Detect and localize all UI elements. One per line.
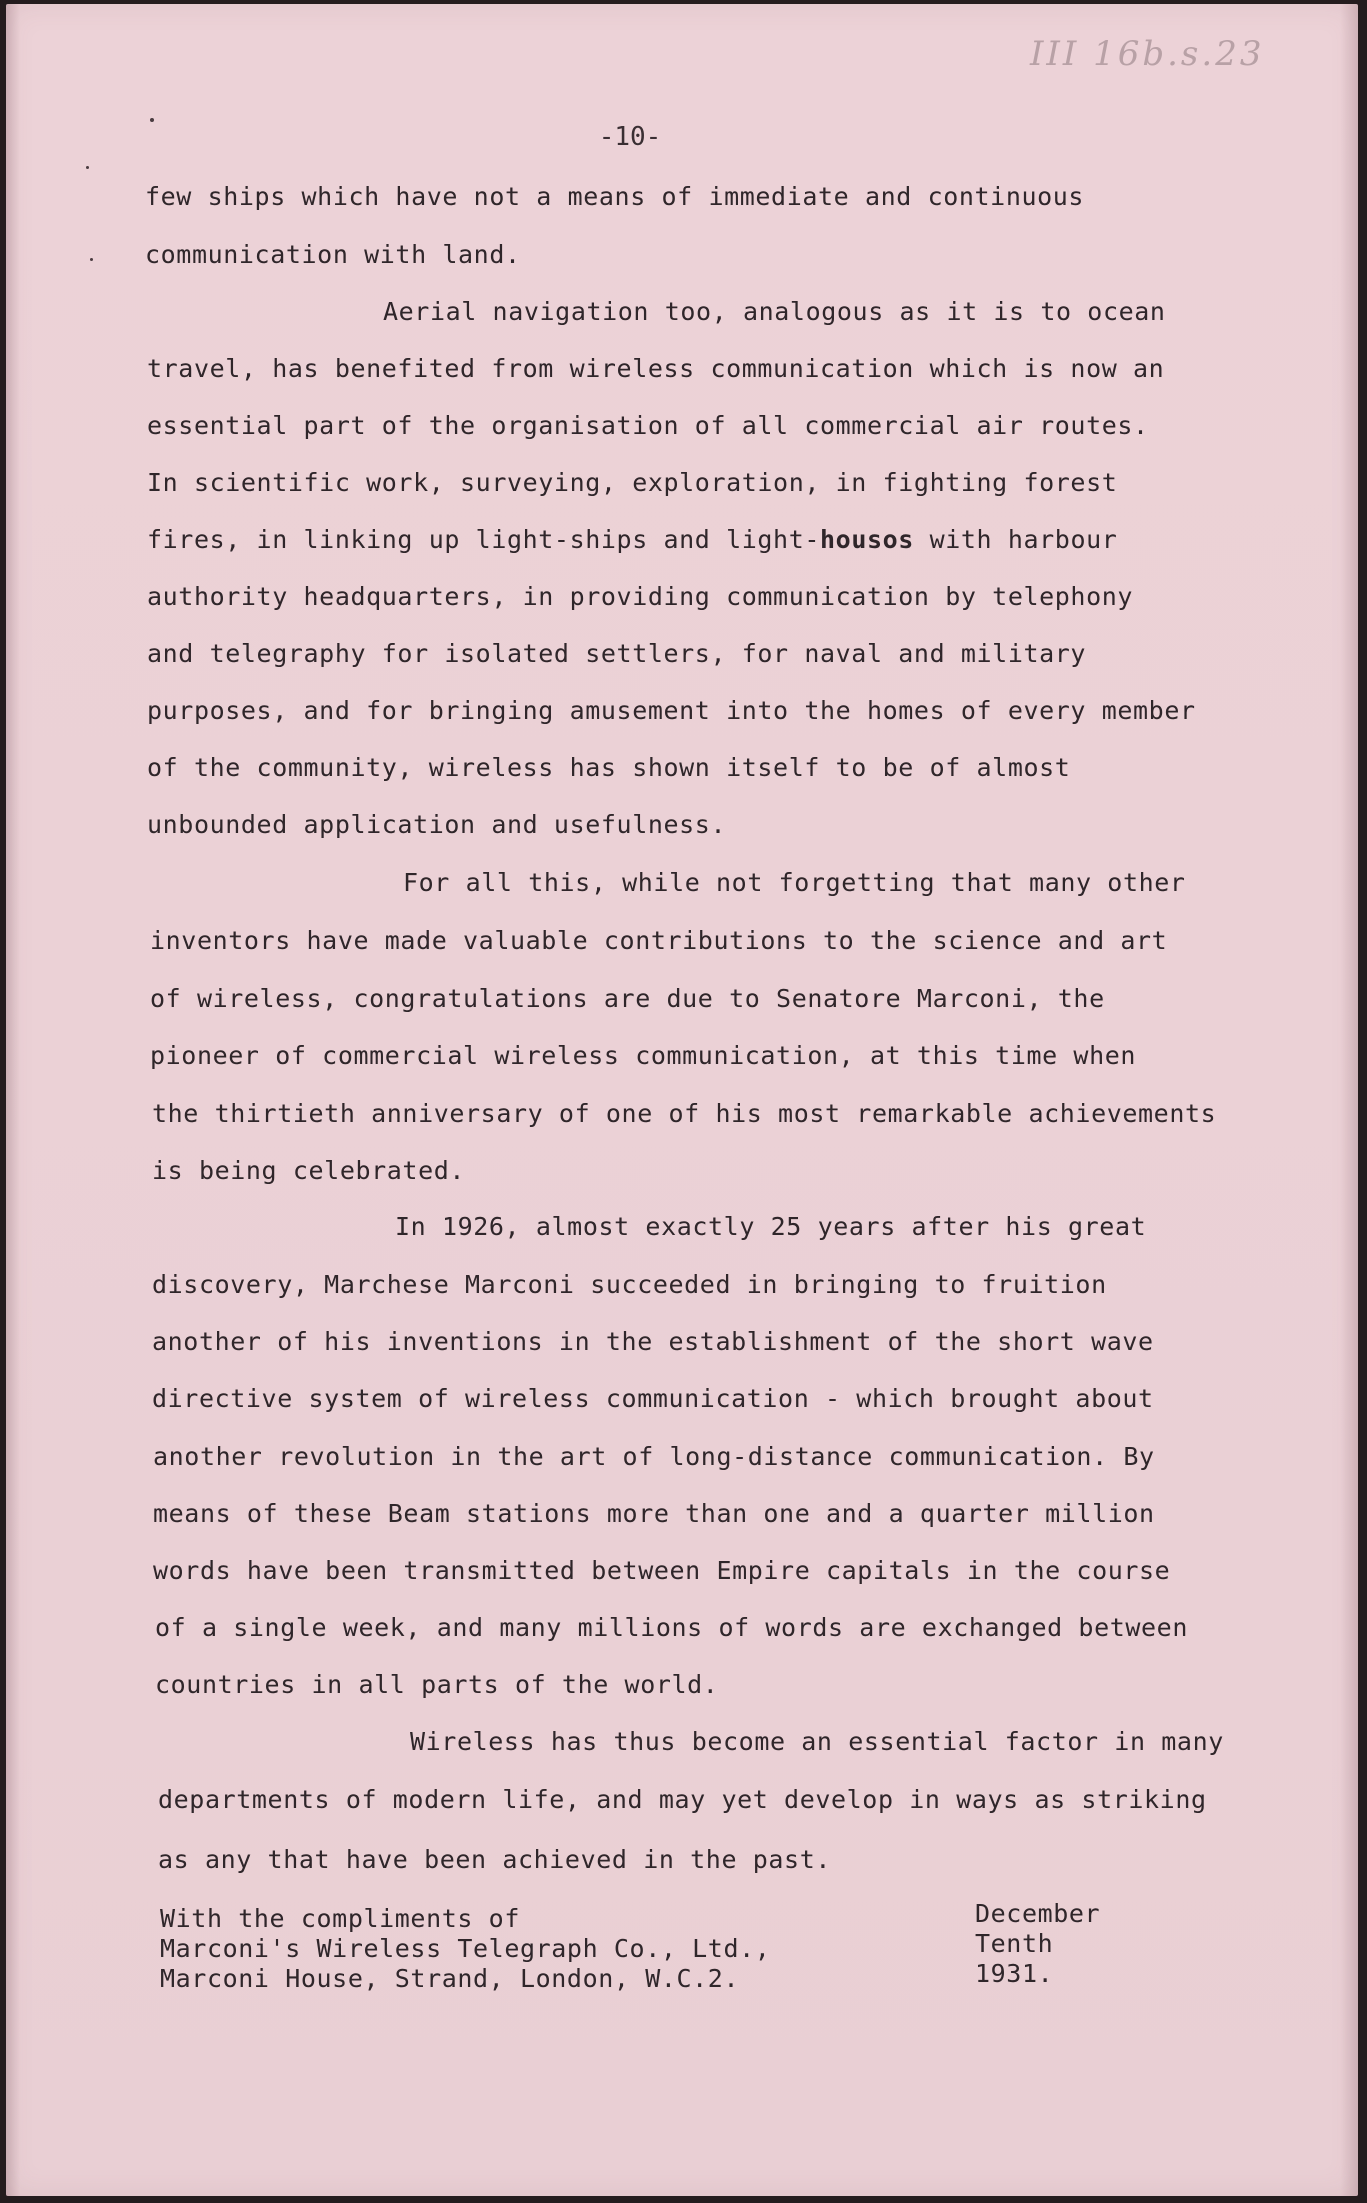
paragraph-start: For all this, while not forgetting that many other: [403, 868, 1186, 897]
body-line: pioneer of commercial wireless communication, at this time when: [150, 1041, 1137, 1070]
body-line: departments of modern life, and may yet develop in ways as striking: [158, 1785, 1207, 1814]
body-line: words have been transmitted between Empire capitals in the course: [153, 1556, 1171, 1585]
compliments-line: Marconi's Wireless Telegraph Co., Ltd.,: [160, 1934, 771, 1963]
body-line: of wireless, congratulations are due to Senatore Marconi, the: [150, 984, 1105, 1013]
body-line: essential part of the organisation of all commercial air routes.: [147, 411, 1149, 440]
body-line: as any that have been achieved in the past.: [158, 1845, 832, 1874]
body-line: inventors have made valuable contributions to the science and art: [150, 926, 1168, 955]
body-line: few ships which have not a means of immediate and continuous: [145, 182, 1085, 211]
date-line: December: [975, 1899, 1101, 1928]
body-line-text: with harbour: [913, 525, 1118, 554]
body-line: discovery, Marchese Marconi succeeded in bringing to fruition: [152, 1270, 1107, 1299]
compliments-line: With the compliments of: [160, 1904, 520, 1933]
body-line: of the community, wireless has shown itself to be of almost: [147, 753, 1071, 782]
compliments-line: Marconi House, Strand, London, W.C.2.: [160, 1964, 740, 1993]
ink-speck: [150, 118, 154, 122]
paragraph-start: In 1926, almost exactly 25 years after his great: [395, 1212, 1147, 1241]
date-line: 1931.: [975, 1959, 1054, 1988]
ink-speck: [86, 166, 89, 169]
body-line: of a single week, and many millions of words are exchanged between: [155, 1613, 1188, 1642]
body-line: means of these Beam stations more than one and a quarter million: [153, 1499, 1155, 1528]
body-line: [147, 525, 1337, 554]
archive-reference: III 16b.s.23: [1030, 34, 1265, 74]
body-line: purposes, and for bringing amusement into the homes of every member: [147, 696, 1196, 725]
date-block: [975, 1899, 1100, 1989]
ink-speck: [90, 258, 93, 261]
page-number: -10-: [598, 122, 662, 152]
compliments-block: [160, 1904, 770, 1994]
body-line: directive system of wireless communication - which brought about: [152, 1384, 1154, 1413]
body-line: unbounded application and usefulness.: [147, 810, 727, 839]
body-line: another of his inventions in the establishment of the short wave: [152, 1327, 1154, 1356]
paragraph-start: Aerial navigation too, analogous as it is to ocean: [383, 297, 1166, 326]
body-line: travel, has benefited from wireless communication which is now an: [147, 354, 1165, 383]
body-line: and telegraphy for isolated settlers, for naval and military: [147, 639, 1087, 668]
body-line: the thirtieth anniversary of one of his most remarkable achievements: [152, 1099, 1217, 1128]
body-line: is being celebrated.: [152, 1156, 466, 1185]
body-line: authority headquarters, in providing communication by telephony: [147, 582, 1134, 611]
body-line: countries in all parts of the world.: [155, 1670, 719, 1699]
paragraph-start: Wireless has thus become an essential factor in many: [410, 1727, 1224, 1756]
body-line-text: fires, in linking up light-ships and light-: [147, 525, 821, 554]
body-line: communication with land.: [145, 240, 521, 269]
body-line: another revolution in the art of long-distance communication. By: [153, 1442, 1155, 1471]
date-line: Tenth: [975, 1929, 1054, 1958]
overtyped-word: housos: [820, 525, 914, 554]
body-line: In scientific work, surveying, exploration, in fighting forest: [147, 468, 1118, 497]
page-edge-shadow-left: [6, 4, 20, 2196]
